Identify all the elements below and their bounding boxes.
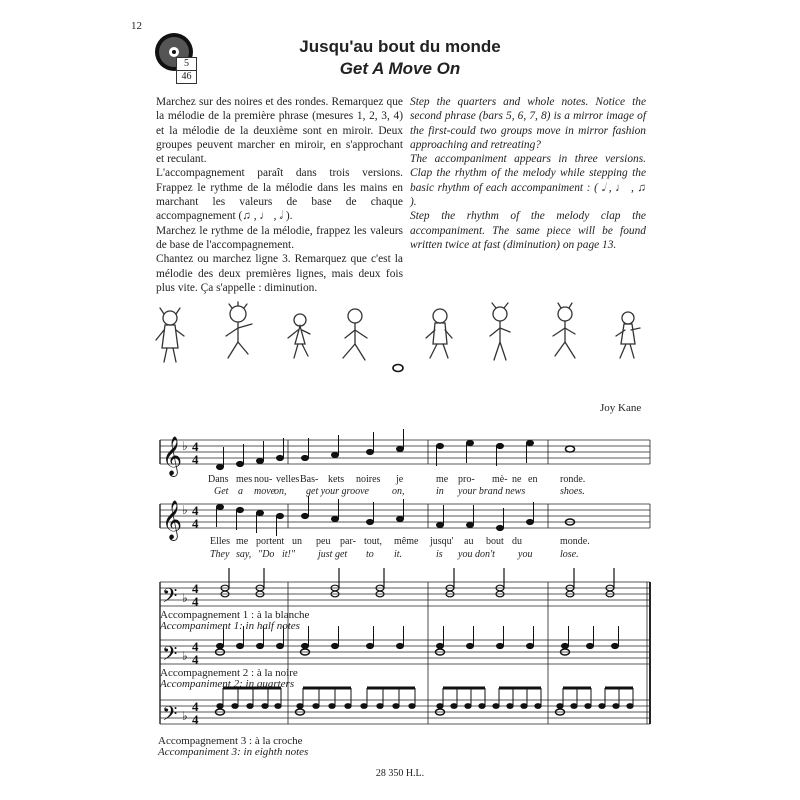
lyric-word: on, [274, 486, 287, 497]
lyric-word: bout [486, 536, 504, 547]
lyric-word: Dans [208, 474, 229, 485]
lyric-word: velles [276, 474, 300, 485]
lyric-word: just get [318, 549, 348, 560]
accompaniment-1-notes [221, 568, 614, 597]
cd-track-top: 5 [184, 58, 189, 69]
lyric-word: shoes. [560, 486, 585, 497]
bass-clef-icon: 𝄢 [162, 702, 178, 730]
cd-track-bottom: 46 [177, 70, 196, 83]
lyric-word: portent [256, 536, 285, 547]
lyric-word: it. [394, 549, 403, 560]
lyric-word: to [366, 549, 374, 560]
page-number: 12 [131, 20, 142, 32]
time-sig-bottom: 4 [192, 594, 199, 609]
lyric-word: get your groove [306, 486, 369, 497]
footer-catalog-number: 28 350 H.L. [375, 768, 425, 779]
lyric-word: jusqu' [430, 536, 454, 547]
flat-sign-icon: ♭ [182, 591, 188, 605]
lyric-word: it!" [282, 549, 296, 560]
lyric-word: monde. [560, 536, 590, 547]
music-score [140, 420, 660, 760]
lyric-word: "Do [258, 549, 275, 560]
lyric-word: Elles [210, 536, 230, 547]
lyric-word: pro- [458, 474, 475, 485]
lyric-word: mes [236, 474, 253, 485]
staff-accompaniment-2 [160, 640, 650, 664]
left-paragraph: Marchez le rythme de la mélodie, frappez les valeurs de base de l'accompagnement. [156, 224, 403, 251]
accompaniment-3-label-en: Accompaniment 3: in eighth notes [158, 746, 309, 758]
composer: Joy Kane [600, 402, 642, 414]
flat-sign-icon: ♭ [182, 649, 188, 663]
lyric-word: move [254, 486, 276, 497]
lyric-word: ronde. [560, 474, 586, 485]
lyric-word: you don't [458, 549, 495, 560]
lyric-word: kets [328, 474, 345, 485]
lyric-word: me [236, 536, 249, 547]
melody-1-notes [217, 429, 575, 470]
time-sig-bottom: 4 [192, 652, 199, 667]
right-paragraph: Step the rhythm of the melody clap the accompaniment. The same piece will be found written twice at fast (diminution) on page 13. [410, 210, 646, 251]
lyric-word: au [464, 536, 474, 547]
title-en: Get A Move On [339, 59, 461, 78]
lyric-word: un [292, 536, 302, 547]
lyric-word: mè- [492, 474, 508, 485]
time-sig-top: 4 [192, 639, 199, 654]
walking-children-illustration [140, 300, 660, 380]
whole-note-icon [393, 365, 403, 372]
left-paragraph: Marchez sur des noires et des rondes. Remarquez que la mélodie de la première phrase (mesures 1, 2, 3, 4) et la mélodie de la deuxième sont en miroir. Deux groupes peuvent marcher en miroir, en s'approchant et reculant. [156, 96, 403, 166]
flat-sign-icon: ♭ [182, 503, 188, 517]
left-paragraph: L'accompagnement paraît dans trois versions. Frappez le rythme de la mélodie dans les mains en marchant les valeurs de base de chaque accompagnement (♫ , ♩ , 𝅗𝅥 ). [156, 167, 403, 223]
bass-clef-icon: 𝄢 [162, 584, 178, 612]
lyric-word: même [394, 536, 419, 547]
lyric-word: on, [392, 486, 405, 497]
time-sig-top: 4 [192, 439, 199, 454]
right-column-text [410, 95, 646, 252]
staff-melody-2 [160, 504, 650, 528]
staff-melody-1 [160, 440, 650, 464]
accompaniment-1-label-en: Accompaniment 1: in half notes [160, 620, 300, 632]
lyric-word: nou- [254, 474, 273, 485]
time-sig-bottom: 4 [192, 452, 199, 467]
time-sig-bottom: 4 [192, 712, 199, 727]
lyric-word: du [512, 536, 522, 547]
lyric-word: is [436, 549, 443, 560]
lyric-word: ne [512, 474, 522, 485]
lyric-word: lose. [560, 549, 579, 560]
accompaniment-3-label-fr: Accompagnement 3 : à la croche [158, 735, 303, 747]
title-fr: Jusqu'au bout du monde [299, 37, 501, 56]
lyric-word: noires [356, 474, 381, 485]
accompaniment-2-label-en: Accompaniment 2: in quarters [160, 678, 295, 690]
lyric-word: They [210, 549, 230, 560]
lyric-word: Get [214, 486, 229, 497]
treble-clef-icon: 𝄞 [162, 436, 183, 476]
time-sig-top: 4 [192, 699, 199, 714]
left-column-text [156, 95, 403, 295]
lyric-word: in [436, 486, 444, 497]
page-title [0, 36, 800, 80]
bass-clef-icon: 𝄢 [162, 642, 178, 670]
lyric-word: peu [316, 536, 331, 547]
lyric-word: Bas- [300, 474, 319, 485]
left-paragraph: Chantez ou marchez ligne 3. Remarquez que c'est la mélodie des deux premières lignes, mais deux fois plus vite. Ça s'appelle : diminution. [156, 253, 403, 294]
staff-accompaniment-1 [160, 582, 650, 606]
lyric-word: your brand news [458, 486, 526, 497]
lyric-word: you [518, 549, 533, 560]
time-sig-top: 4 [192, 503, 199, 518]
accompaniment-3-notes [217, 688, 633, 708]
flat-sign-icon: ♭ [182, 709, 188, 723]
right-paragraph: The accompaniment appears in three versions. Clap the rhythm of the melody while stepping the basic rhythm of each accompaniment : ( 𝅗𝅥 , ♩ , ♫ ). [410, 153, 646, 209]
accompaniment-1-label-fr: Accompagnement 1 : à la blanche [160, 609, 310, 621]
lyric-word: je [396, 474, 404, 485]
right-paragraph: Step the quarters and whole notes. Notice the second phrase (bars 5, 6, 7, 8) is a mirror image of the first-could two groups move in mirror fashion approaching and retreating? [410, 96, 646, 151]
time-sig-top: 4 [192, 581, 199, 596]
lyric-word: say, [236, 549, 252, 560]
lyric-word: par- [340, 536, 356, 547]
accompaniment-2-label-fr: Accompagnement 2 : à la noire [160, 667, 298, 679]
lyric-word: me [436, 474, 449, 485]
treble-clef-icon: 𝄞 [162, 500, 183, 540]
lyric-word: tout, [364, 536, 383, 547]
time-sig-bottom: 4 [192, 516, 199, 531]
lyric-word: en [528, 474, 538, 485]
lyric-word: a [238, 486, 243, 497]
flat-sign-icon: ♭ [182, 439, 188, 453]
